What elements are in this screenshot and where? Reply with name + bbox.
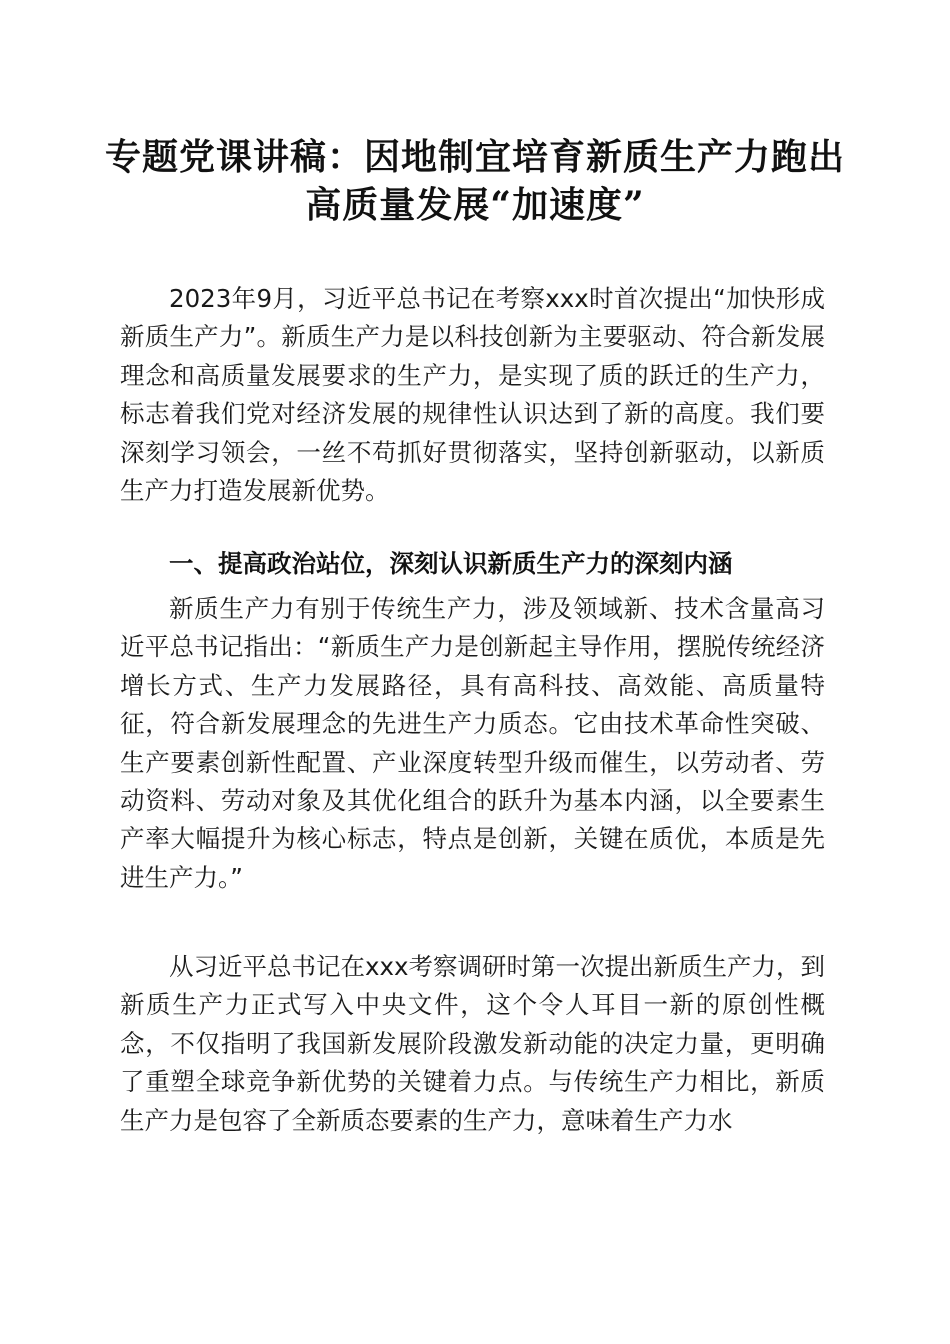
body-paragraph-2: 新质生产力有别于传统生产力，涉及领域新、技术含量高习近平总书记指出：“新质生产力是创新起主导作用，摆脱传统经济增长方式、生产力发展路径，具有高科技、高效能、高质量特征，符合新发展理念的先进生产力质态。它由技术革命性突破、生产要素创新性配置、产业深度转型升级而催生，以劳动者、劳动资料、劳动对象及其优化组合的跃升为基本内涵，以全要素生产率大幅提升为核心标志，特点是创新，关键在质优，本质是先进生产力。” [120, 594, 825, 892]
intro-paragraph: 2023年9月，习近平总书记在考察xxx时首次提出“加快形成新质生产力”。新质生产力是以科技创新为主要驱动、符合新发展理念和高质量发展要求的生产力，是实现了质的跃迁的生产力，标志着我们党对经济发展的规律性认识达到了新的高度。我们要深刻学习领会，一丝不苟抓好贯彻落实，坚持创新驱动，以新质生产力打造发展新优势。 [120, 284, 825, 506]
section-heading-1: 一、提高政治站位，深刻认识新质生产力的深刻内涵 [169, 549, 733, 578]
document-title-line-2: 高质量发展“加速度” [305, 184, 645, 226]
body-paragraph-3: 从习近平总书记在xxx考察调研时第一次提出新质生产力，到新质生产力正式写入中央文件，这个令人耳目一新的原创性概念，不仅指明了我国新发展阶段激发新动能的决定力量，更明确了重塑全球竞争新优势的关键着力点。与传统生产力相比，新质生产力是包容了全新质态要素的生产力，意味着生产力水 [120, 952, 825, 1135]
document-title-line-1: 专题党课讲稿：因地制宜培育新质生产力跑出 [104, 136, 845, 178]
